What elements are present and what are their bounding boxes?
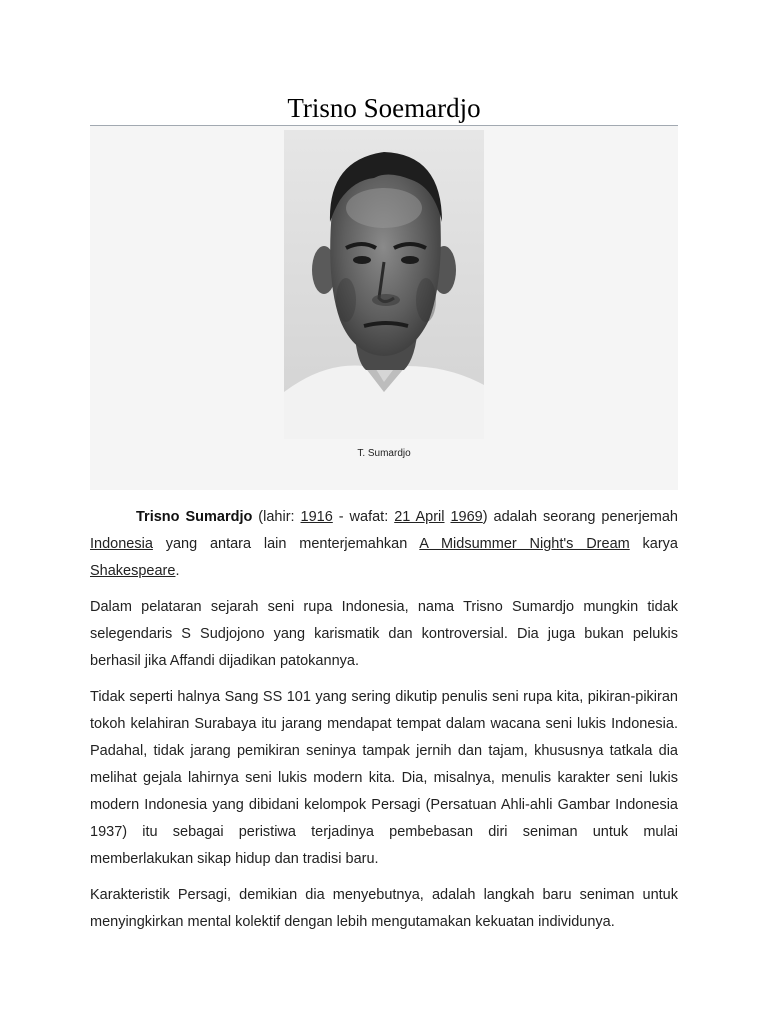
page-title: Trisno Soemardjo — [90, 0, 678, 126]
image-caption: T. Sumardjo — [357, 448, 411, 459]
link-birth-year[interactable]: 1916 — [300, 509, 333, 525]
link-death-date[interactable]: 21 April — [394, 509, 445, 525]
intro-paragraph: Trisno Sumardjo (lahir: 1916 - wafat: 21 April 1969) adalah seorang penerjemah Indonesia yang antara lain menterjemahkan A Midsummer Night's Dream karya Shakespeare. — [90, 509, 678, 579]
paragraph-3: Tidak seperti halnya Sang SS 101 yang sering dikutip penulis seni rupa kita, pikiran-pikiran tokoh kelahiran Surabaya itu jarang mendapat tempat dalam wacana seni lukis Indonesia. Padahal, tidak jarang pemikiran seninya tampak jernih dan tajam, khususnya tatkala dia melihat gejala lahirnya seni lukis modern kita. Dia, misalnya, menulis karakter seni lukis modern Indonesia yang dibidani kelompok Persagi (Persatuan Ahli-ahli Gambar Indonesia 1937) itu sebagai peristiwa terjadinya pembebasan diri seniman untuk mulai memberlakukan sikap hidup dan tradisi baru. — [90, 689, 678, 867]
article-body — [90, 504, 678, 936]
subject-name: Trisno Sumardjo — [136, 509, 253, 525]
link-midsummer-nights-dream[interactable]: A Midsummer Night's Dream — [419, 536, 630, 552]
link-death-year[interactable]: 1969 — [450, 509, 483, 525]
infobox-figure — [90, 126, 678, 490]
paragraph-2: Dalam pelataran sejarah seni rupa Indonesia, nama Trisno Sumardjo mungkin tidak selegendaris S Sudjojono yang karismatik dan kontroversial. Dia juga bukan pelukis berhasil jika Affandi dijadikan patokannya. — [90, 599, 678, 669]
link-shakespeare[interactable]: Shakespeare — [90, 563, 176, 579]
paragraph-4: Karakteristik Persagi, demikian dia menyebutnya, adalah langkah baru seniman untuk menyingkirkan mental kolektif dengan lebih mengutamakan kekuatan individunya. — [90, 887, 678, 930]
portrait-photo — [284, 130, 484, 439]
link-indonesia[interactable]: Indonesia — [90, 536, 153, 552]
article — [90, 0, 678, 936]
